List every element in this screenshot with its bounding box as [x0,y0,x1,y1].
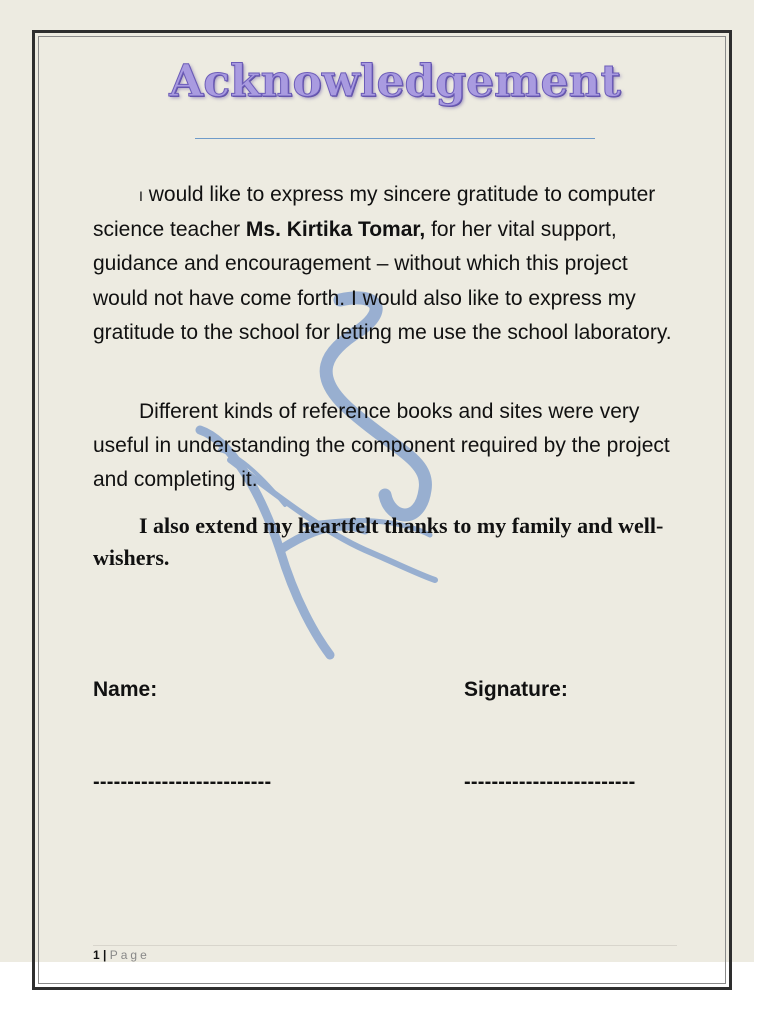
title-underline [195,138,595,139]
paragraph-gratitude [93,178,673,350]
lead-letter: I [139,188,143,204]
page-title: Acknowledgement [169,56,621,107]
teacher-name: Ms. Kirtika Tomar, [245,218,426,242]
signature-label: Signature: [464,678,568,701]
name-line: -------------------------- [93,771,272,793]
footer-divider [93,945,677,946]
paragraph-family-thanks [93,510,673,574]
paragraph2-text: Different kinds of reference books and sites were very useful in understanding the component required by the project and completing it. [93,400,670,492]
page-footer [93,948,150,962]
page-label: Page [109,948,150,962]
footer-separator: | [103,948,107,962]
page-number: 1 [93,948,100,962]
paragraph1-text-start: would like to express my sincere gratitude to computer science teacher [93,183,656,242]
paragraph-references [93,395,673,498]
name-label: Name: [93,678,158,701]
paragraph3-text: I also extend my heartfelt thanks to my family and well-wishers. [93,513,664,570]
signature-line: ------------------------- [464,771,636,793]
paragraph1-text-end: for her vital support, guidance and encouragement – without which this project would not have come forth. I would also like to express my gratitude to the school for letting me use the school laboratory. [93,218,672,344]
